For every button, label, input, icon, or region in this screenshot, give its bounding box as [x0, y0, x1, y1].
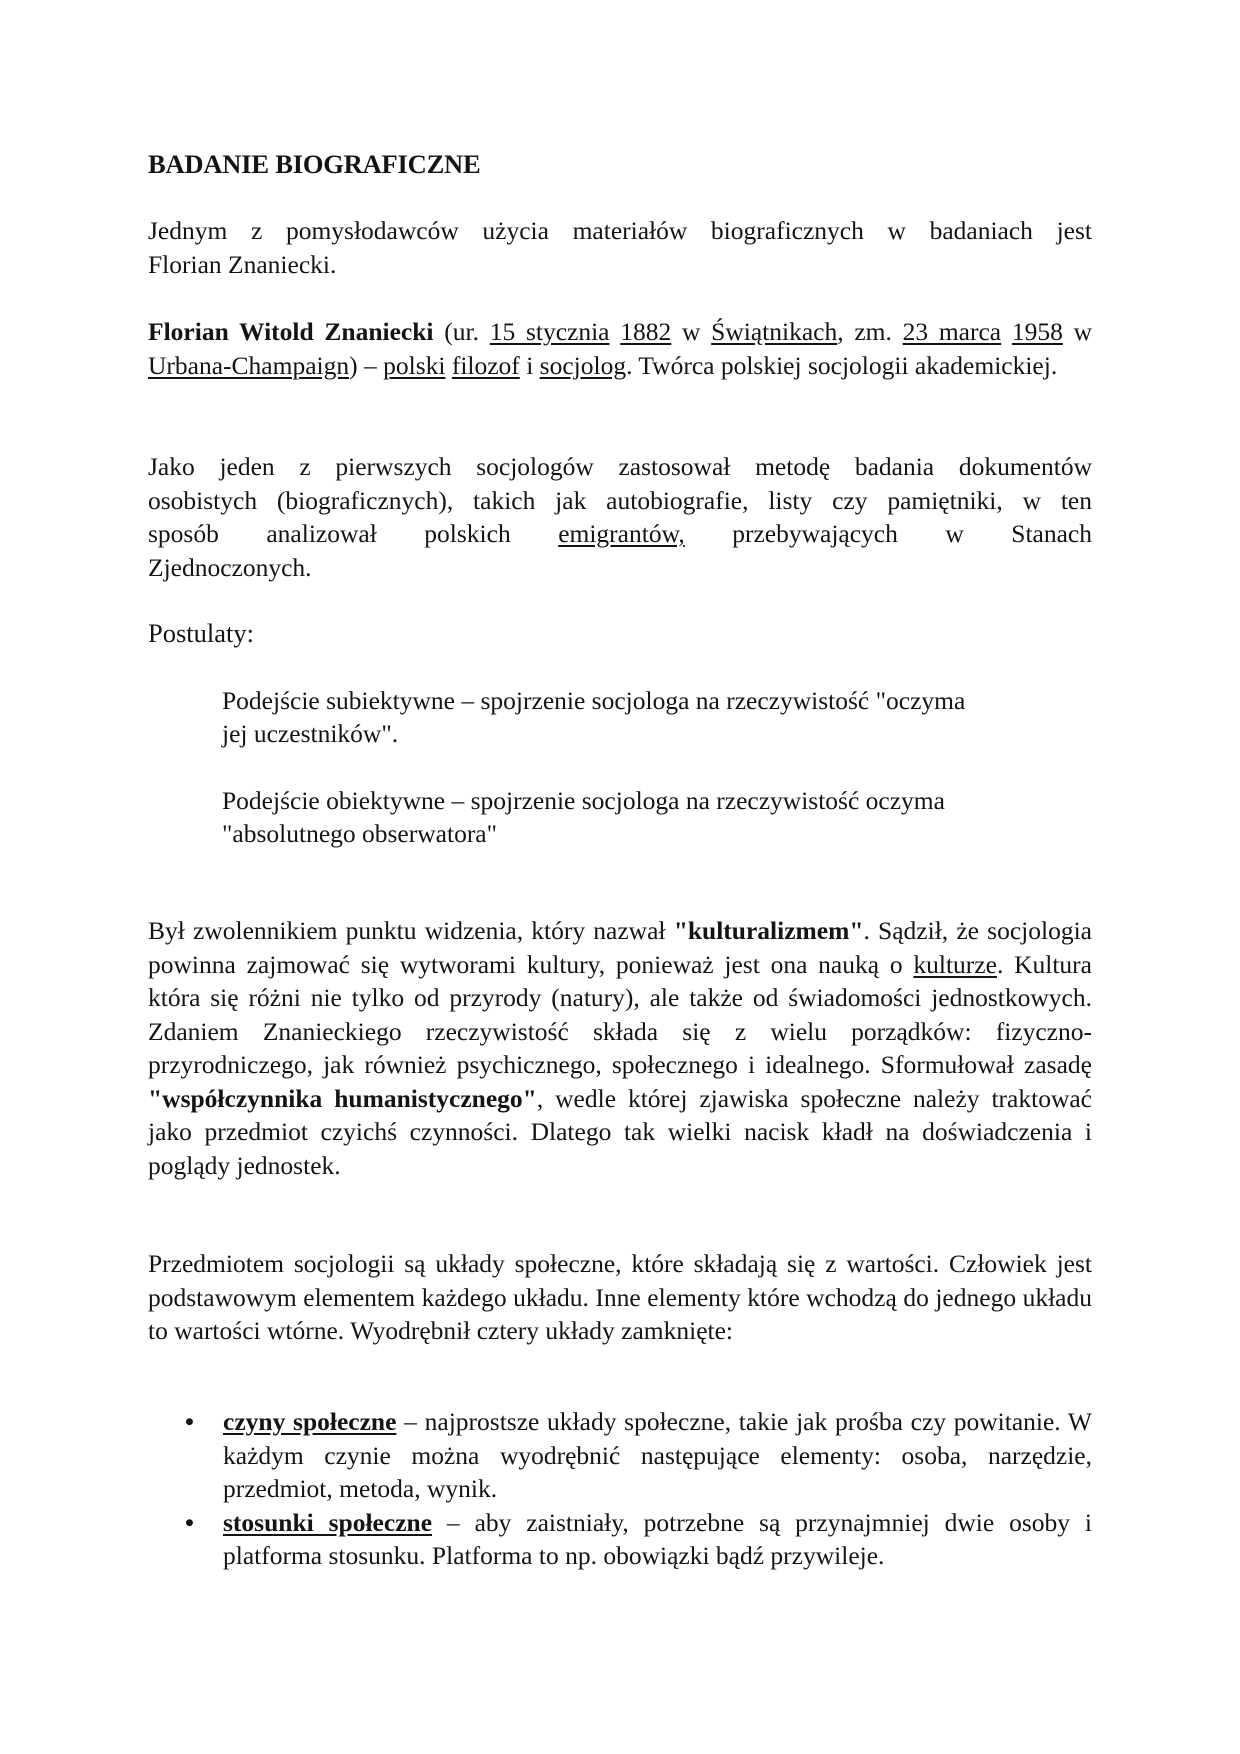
link-birth-day[interactable]: 15 stycznia	[489, 317, 610, 346]
link-polski[interactable]: polski	[383, 350, 446, 380]
list-item-desc: – najprostsze układy społeczne, takie jak prośba czy powitanie. W każdym czynie można wyodrębnić następujące elementy: osoba, narzędzie, przedmiot, metoda, wynik.	[223, 1407, 1092, 1503]
list-item-desc: – aby zaistniały, potrzebne są przynajmniej dwie osoby i platforma stosunku. Platforma to np. obowiązki bądź przywileje.	[223, 1507, 1092, 1570]
bio-name: Florian Witold Znaniecki	[148, 317, 434, 346]
term-wspolczynnik: "współczynnika humanistycznego"	[148, 1083, 537, 1113]
bio-text: i	[519, 350, 540, 380]
bullet-icon: •	[185, 1407, 194, 1436]
bio-text: . Twórca polskiej socjologii akademickiej.	[626, 350, 1058, 380]
culturalism-text: , wedle której zjawiska społeczne należy traktować jako przedmiot czyichś czynności. Dlatego tak wielki nacisk kładł na doświadczenia i poglądy jednostek.	[148, 1083, 1092, 1180]
postulate-subjective	[222, 684, 1092, 750]
bullet-icon: •	[185, 1507, 194, 1537]
document-title: BADANIE BIOGRAFICZNE	[148, 149, 481, 179]
culturalism-text: . Sądził, że socjologia powinna zajmować się wytworami kultury, ponieważ jest ona nauką o	[148, 916, 1092, 979]
postulate-1-line-1: Podejście subiektywne – spojrzenie socjologa na rzeczywistość "oczyma	[222, 686, 966, 715]
bio-text: w	[1062, 317, 1093, 346]
link-czyny-spoleczne[interactable]: czyny społeczne	[223, 1407, 397, 1436]
systems-intro-paragraph: Przedmiotem socjologii są układy społeczne, które składają się z wartości. Człowiek jest podstawowym elementem każdego układu. Inne elementy które wchodzą do jednego układu to wartości wtórne. Wyodrębnił cztery układy zamknięte:	[148, 1249, 1092, 1345]
bio-text	[610, 317, 621, 346]
link-filozof[interactable]: filozof	[451, 350, 520, 380]
systems-list	[148, 1405, 1092, 1573]
link-birth-year[interactable]: 1882	[620, 317, 672, 346]
bio-text: , zm.	[837, 317, 903, 346]
link-stosunki-spoleczne[interactable]: stosunki społeczne	[223, 1507, 433, 1537]
term-kulturalizm: "kulturalizmem"	[673, 916, 864, 945]
postulate-2-line-2: "absolutnego obserwatora"	[222, 819, 498, 848]
method-text: sposób analizował polskich	[148, 519, 559, 548]
link-death-year[interactable]: 1958	[1011, 317, 1063, 346]
list-item	[148, 1506, 1092, 1573]
method-line-2: osobistych (biograficznych), takich jak autobiografie, listy czy pamiętniki, w ten	[148, 485, 1092, 515]
method-line-1: Jako jeden z pierwszych socjologów zastosował metodę badania dokumentów	[148, 452, 1092, 481]
method-text: przebywających w Stanach	[684, 519, 1092, 548]
culturalism-text: Był zwolennikiem punktu widzenia, który nazwał	[148, 916, 674, 945]
postulate-objective	[222, 784, 1092, 850]
link-death-day[interactable]: 23 marca	[902, 317, 1002, 346]
list-item	[148, 1405, 1092, 1506]
culturalism-paragraph	[148, 914, 1092, 1182]
link-birth-place[interactable]: Świątnikach	[711, 317, 838, 346]
bio-text: w	[671, 317, 712, 346]
postulate-2-line-1: Podejście obiektywne – spojrzenie socjologa na rzeczywistość oczyma	[222, 786, 945, 815]
intro-line-1: Jednym z pomysłodawców użycia materiałów biograficznych w badaniach jest	[148, 216, 1092, 245]
method-line-3	[148, 517, 1092, 551]
postulates-heading: Postulaty:	[148, 618, 255, 648]
link-death-place[interactable]: Urbana-Champaign	[148, 350, 350, 380]
method-line-4: Zjednoczonych.	[148, 552, 312, 582]
intro-line-2: Florian Znaniecki.	[148, 249, 337, 279]
culturalism-text: . Kultura która się różni nie tylko od przyrody (natury), ale także od świadomości jednostkowych. Zdaniem Znanieckiego rzeczywistość składa się z wielu porządków: fizyczno-przyrodniczego, jak również psychicznego, społecznego i idealnego. Sformułował zasadę	[148, 949, 1092, 1079]
bio-text: ) –	[349, 350, 384, 380]
link-socjolog[interactable]: socjolog	[539, 350, 627, 380]
bio-text	[1001, 317, 1012, 346]
bio-paragraph	[148, 315, 1092, 382]
link-emigrantow[interactable]: emigrantów,	[558, 519, 685, 548]
method-paragraph	[148, 450, 1092, 584]
intro-paragraph	[148, 214, 1092, 281]
postulate-1-line-2: jej uczestników".	[222, 719, 399, 748]
link-kulturze[interactable]: kulturze	[913, 949, 997, 979]
bio-text: (ur.	[433, 317, 490, 346]
